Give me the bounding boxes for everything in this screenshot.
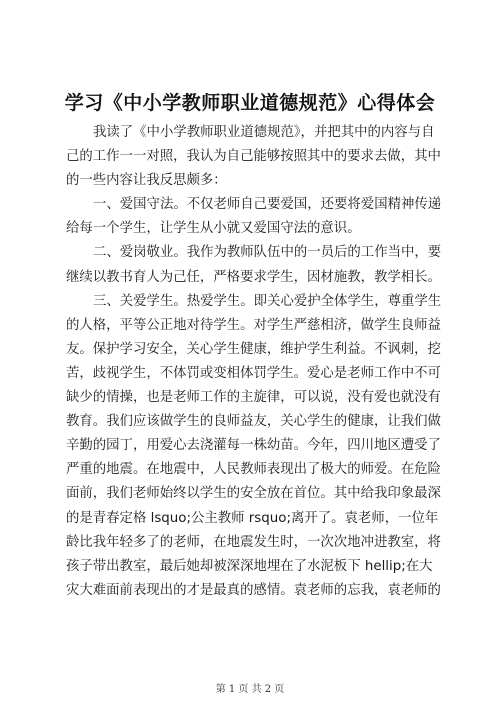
paragraph-line: 友。保护学习安全，关心学生健康，维护学生利益。不讽刺，挖 <box>66 341 441 357</box>
paragraph-line: 的一些内容让我反思颇多： <box>66 173 227 189</box>
paragraph-line: 己的工作一一对照，我认为自己能够按照其中的要求去做，其中 <box>66 149 441 165</box>
paragraph-line: 龄比我年轻多了的老师，在地震发生时，一次次地冲进教室，将 <box>66 534 441 550</box>
paragraph-line: 面前，我们老师始终以学生的安全放在首位。其中给我印象最深 <box>66 486 441 502</box>
paragraph-line: 的是青春定格 lsquo;公主教师 rsquo;离开了。袁老师，一位年 <box>66 510 439 526</box>
paragraph-line: 苦，歧视学生，不体罚或变相体罚学生。爱心是老师工作中不可 <box>66 365 441 381</box>
paragraph-line: 辛勤的园丁，用爱心去浇灌每一株幼苗。今年，四川地区遭受了 <box>66 438 441 454</box>
page-footer: 第 1 页 共 2 页 <box>215 684 285 695</box>
paragraph-line: 灾大难面前表现出的才是最真的感情。袁老师的忘我，袁老师的 <box>66 582 441 598</box>
paragraph-line: 三、关爱学生。热爱学生。即关心爱护全体学生，尊重学生 <box>93 293 442 309</box>
paragraph-line: 教育。我们应该做学生的良师益友，关心学生的健康，让我们做 <box>66 414 441 430</box>
document-body <box>66 121 442 603</box>
paragraph-line: 给每一个学生，让学生从小就又爱国守法的意识。 <box>66 221 361 237</box>
paragraph-line: 严重的地震。在地震中，人民教师表现出了极大的师爱。在危险 <box>66 462 441 478</box>
paragraph-line: 孩子带出教室，最后她却被深深地埋在了水泥板下 hellip;在大 <box>66 558 433 574</box>
paragraph-line: 缺少的情操，也是老师工作的主旋律，可以说，没有爱也就没有 <box>66 390 441 406</box>
paragraph-line: 继续以教书育人为己任，严格要求学生，因材施教，教学相长。 <box>66 269 441 285</box>
paragraph-line: 一、爱国守法。不仅老师自己要爱国，还要将爱国精神传递 <box>93 197 442 213</box>
paragraph-line: 二、爱岗敬业。我作为教师队伍中的一员后的工作当中，要 <box>93 245 442 261</box>
paragraph-line: 我读了《中小学教师职业道德规范》，并把其中的内容与自 <box>93 125 435 140</box>
paragraph-line: 的人格，平等公正地对待学生。对学生严慈相济，做学生良师益 <box>66 317 441 333</box>
document-title: 学习《中小学教师职业道德规范》心得体会 <box>64 92 436 114</box>
